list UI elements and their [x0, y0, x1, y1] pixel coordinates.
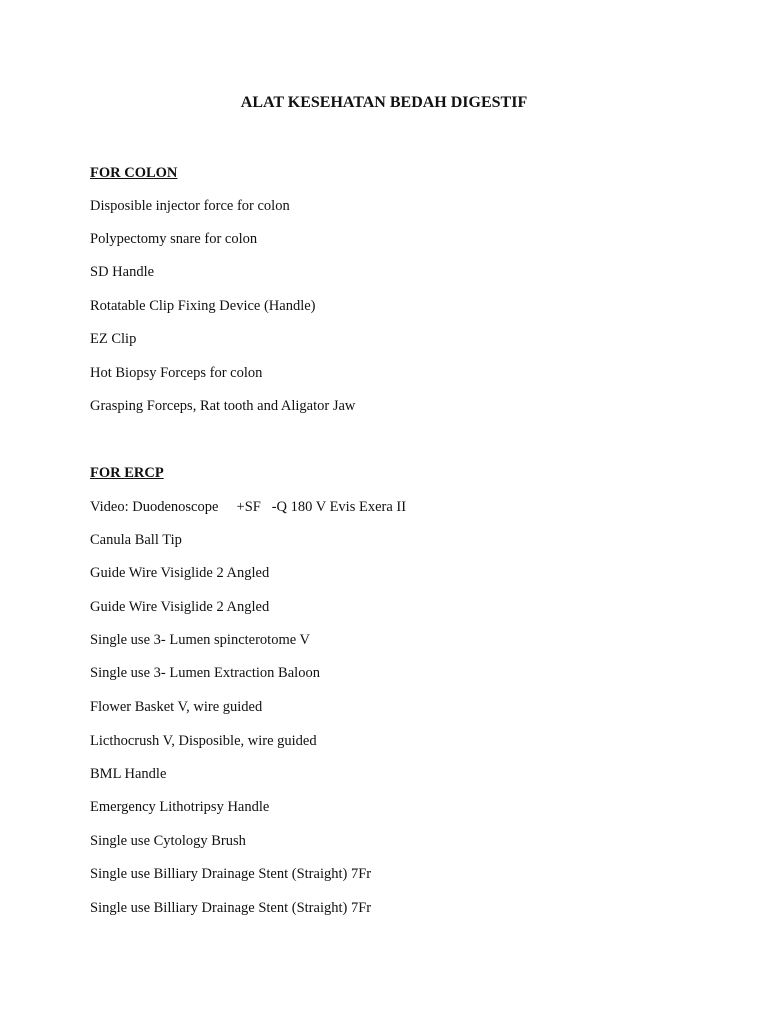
- list-item: EZ Clip: [90, 331, 137, 347]
- list-item: Rotatable Clip Fixing Device (Handle): [90, 298, 316, 314]
- list-item: BML Handle: [90, 766, 167, 782]
- list-item: Flower Basket V, wire guided: [90, 699, 263, 715]
- list-item: Single use 3- Lumen spincterotome V: [90, 632, 311, 648]
- document-title: ALAT KESEHATAN BEDAH DIGESTIF: [240, 94, 528, 111]
- section-heading-colon: FOR COLON: [90, 165, 178, 181]
- list-item: Polypectomy snare for colon: [90, 231, 258, 247]
- list-item: Single use Billiary Drainage Stent (Straight) 7Fr: [90, 900, 372, 916]
- list-item: SD Handle: [90, 264, 155, 280]
- section-heading-ercp: FOR ERCP: [90, 465, 164, 481]
- list-item: Single use 3- Lumen Extraction Baloon: [90, 665, 320, 681]
- list-item: Guide Wire Visiglide 2 Angled: [90, 565, 270, 581]
- list-item: Emergency Lithotripsy Handle: [90, 799, 270, 815]
- list-item: Video: Duodenoscope +SF -Q 180 V Evis Exera II: [90, 499, 407, 515]
- list-item: Single use Billiary Drainage Stent (Straight) 7Fr: [90, 866, 372, 882]
- list-item: Grasping Forceps, Rat tooth and Aligator Jaw: [90, 398, 356, 414]
- list-item: Canula Ball Tip: [90, 532, 182, 548]
- list-item: Single use Cytology Brush: [90, 833, 246, 849]
- list-item: Disposible injector force for colon: [90, 198, 290, 214]
- list-item: Hot Biopsy Forceps for colon: [90, 365, 263, 381]
- list-item: Guide Wire Visiglide 2 Angled: [90, 599, 270, 615]
- list-item: Licthocrush V, Disposible, wire guided: [90, 733, 317, 749]
